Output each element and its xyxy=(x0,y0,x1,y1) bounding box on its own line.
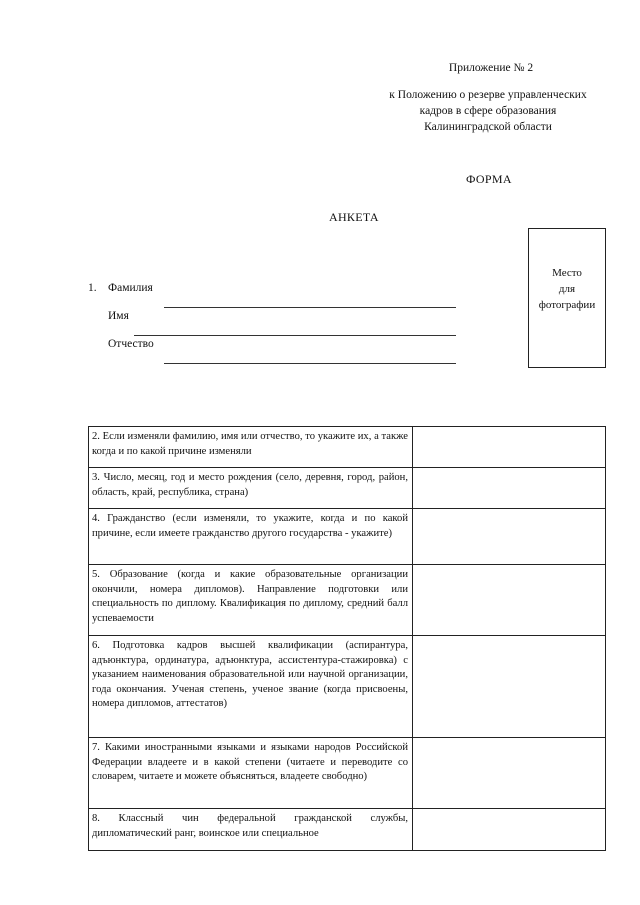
photo-label-line-2: для xyxy=(558,283,576,295)
first-name-field-line[interactable] xyxy=(134,335,456,336)
answer-cell[interactable] xyxy=(413,636,606,738)
surname-field-line[interactable] xyxy=(164,307,456,308)
answer-cell[interactable] xyxy=(413,565,606,636)
photo-label-line-1: Место xyxy=(552,267,582,279)
question-cell: 5. Образование (когда и какие образовательные организации окончили, номера дипломов). Направление подготовки или специальность по диплому. Квалификация по диплому, средний балл успеваемости xyxy=(89,565,413,636)
header-line-2: кадров в сфере образования xyxy=(419,105,557,117)
patronymic-field-line[interactable] xyxy=(164,363,456,364)
answer-cell[interactable] xyxy=(413,468,606,509)
table-row xyxy=(89,809,606,851)
patronymic-label: Отчество xyxy=(108,338,154,350)
question-cell: 4. Гражданство (если изменяли, то укажите, когда и по какой причине, если имеете гражданство другого государства - укажите) xyxy=(89,509,413,565)
photo-label-line-3: фотографии xyxy=(538,299,596,311)
question-cell: 8. Классный чин федеральной гражданской службы, дипломатический ранг, воинское или специальное xyxy=(89,809,413,851)
question-cell: 6. Подготовка кадров высшей квалификации (аспирантура, адъюнктура, ординатура, адъюнктура, ассистентура-стажировка) с указанием наименования образовательной или научной организации, года окончания. Ученая степень, ученое звание (когда присвоены, номера дипломов, аттестатов) xyxy=(89,636,413,738)
table-row xyxy=(89,468,606,509)
question-cell: 3. Число, месяц, год и место рождения (село, деревня, город, район, область, край, республика, страна) xyxy=(89,468,413,509)
surname-label: Фамилия xyxy=(108,282,153,294)
header-line-3: Калининградской области xyxy=(424,121,552,133)
answer-cell[interactable] xyxy=(413,427,606,468)
question-cell: 2. Если изменяли фамилию, имя или отчество, то укажите их, а также когда и по какой причине изменяли xyxy=(89,427,413,468)
answer-cell[interactable] xyxy=(413,809,606,851)
header-line-1: к Положению о резерве управленческих xyxy=(389,89,587,101)
table-row xyxy=(89,565,606,636)
table-row xyxy=(89,738,606,809)
section-number: 1. xyxy=(88,282,97,294)
question-cell: 7. Какими иностранными языками и языками народов Российской Федерации владеете и в какой степени (читаете и переводите со словарем, читаете и можете объясняться, владеете свободно) xyxy=(89,738,413,809)
table-row xyxy=(89,636,606,738)
table-row xyxy=(89,427,606,468)
answer-cell[interactable] xyxy=(413,738,606,809)
form-label: ФОРМА xyxy=(466,172,512,186)
table-row xyxy=(89,509,606,565)
answer-cell[interactable] xyxy=(413,509,606,565)
questionnaire-table xyxy=(88,426,606,851)
photo-placeholder xyxy=(528,228,606,368)
document-title: АНКЕТА xyxy=(329,210,379,224)
appendix-number: Приложение № 2 xyxy=(448,62,534,74)
first-name-label: Имя xyxy=(108,310,129,322)
